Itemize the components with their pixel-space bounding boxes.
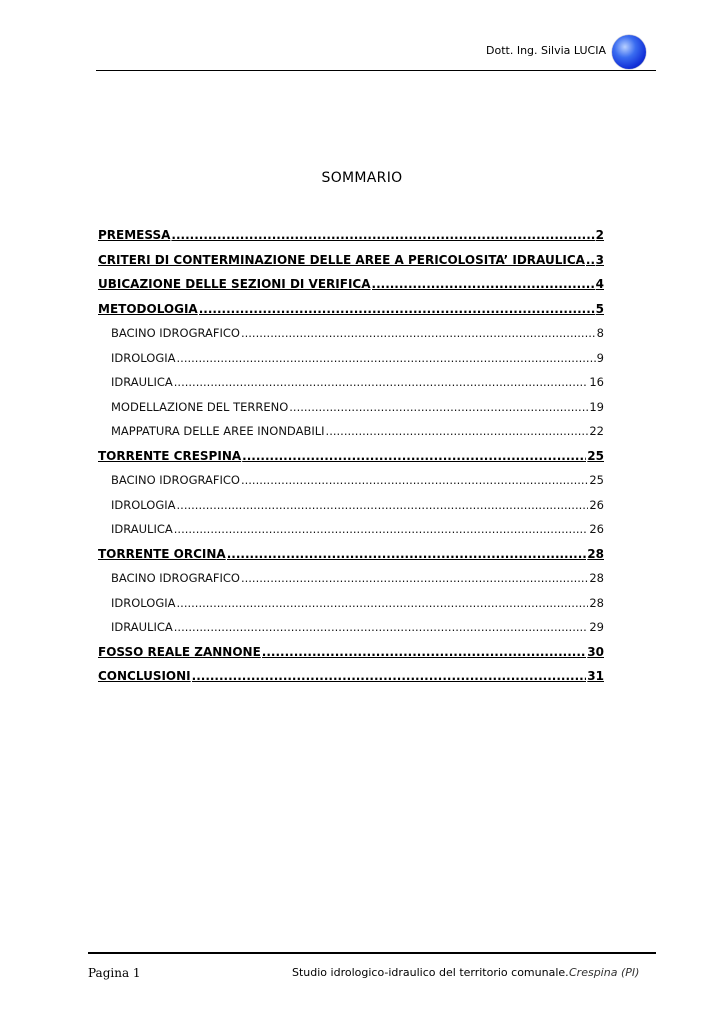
toc-entry-page: 22 <box>589 424 604 438</box>
toc-entry[interactable] <box>98 669 604 694</box>
toc-entry-page: 29 <box>589 620 604 634</box>
toc-dot-leader <box>174 522 589 536</box>
toc-entry[interactable] <box>98 351 604 376</box>
toc-entry-title: METODOLOGIA <box>98 301 198 316</box>
toc-entry-page: 26 <box>589 522 604 536</box>
toc-entry-page: 28 <box>589 571 604 585</box>
toc-dot-leader <box>177 351 596 365</box>
footer-page-number: Pagina 1 <box>88 966 141 980</box>
toc-dot-leader <box>227 547 587 561</box>
toc-entry-title: IDROLOGIA <box>111 497 176 512</box>
toc-entry[interactable] <box>98 424 604 449</box>
toc-entry-page: 4 <box>595 277 604 291</box>
toc-entry[interactable] <box>98 277 604 302</box>
blue-sphere-icon <box>612 35 646 69</box>
toc-entry[interactable] <box>98 645 604 670</box>
toc-entry[interactable] <box>98 449 604 474</box>
toc-entry-page: 30 <box>587 644 604 659</box>
toc-dot-leader <box>262 645 587 659</box>
toc-entry[interactable] <box>98 547 604 572</box>
toc-entry-page: 19 <box>589 399 604 414</box>
toc-entry-title: CRITERI DI CONTERMINAZIONE DELLE AREE A PERICOLOSITA’ IDRAULICA <box>98 252 585 267</box>
toc-entry[interactable] <box>98 375 604 400</box>
toc-entry-title: BACINO IDROGRAFICO <box>111 326 240 340</box>
toc-entry-title: TORRENTE ORCINA <box>98 546 226 561</box>
toc-entry-title: BACINO IDROGRAFICO <box>111 571 240 585</box>
toc-entry-title: MODELLAZIONE DEL TERRENO <box>111 399 289 414</box>
toc-entry-page: 28 <box>587 546 604 561</box>
toc-entry-title: MAPPATURA DELLE AREE INONDABILI <box>111 424 325 438</box>
toc-dot-leader <box>242 449 586 463</box>
toc-entry-title: IDROLOGIA <box>111 595 176 610</box>
footer-divider <box>88 952 656 954</box>
toc-entry[interactable] <box>98 522 604 547</box>
toc-entry-title: IDRAULICA <box>111 620 173 634</box>
toc-dot-leader <box>171 228 594 242</box>
toc-entry-page: 28 <box>589 595 604 610</box>
toc-entry-title: CONCLUSIONI <box>98 669 191 683</box>
toc-dot-leader <box>192 669 587 683</box>
toc-entry[interactable] <box>98 228 604 253</box>
header-author: Dott. Ing. Silvia LUCIA <box>486 44 606 57</box>
toc-dot-leader <box>174 375 589 389</box>
toc-entry-page: 25 <box>587 448 604 463</box>
toc-entry-page: 5 <box>595 301 604 316</box>
toc-entry-page: 8 <box>596 326 604 340</box>
toc-dot-leader <box>586 253 595 267</box>
footer-place: Crespina (PI) <box>569 966 640 979</box>
toc-entry[interactable] <box>98 473 604 498</box>
toc-dot-leader <box>177 596 589 610</box>
toc-entry-title: FOSSO REALE ZANNONE <box>98 644 261 659</box>
toc-entry[interactable] <box>98 571 604 596</box>
toc-entry-page: 31 <box>587 669 604 683</box>
toc-entry-title: IDRAULICA <box>111 522 173 536</box>
toc-entry-page: 26 <box>589 497 604 512</box>
toc-entry-page: 3 <box>595 252 604 267</box>
toc-entry[interactable] <box>98 620 604 645</box>
toc-entry-title: TORRENTE CRESPINA <box>98 448 242 463</box>
toc-entry-title: BACINO IDROGRAFICO <box>111 473 240 487</box>
table-of-contents <box>98 228 604 694</box>
toc-entry-title: UBICAZIONE DELLE SEZIONI DI VERIFICA <box>98 277 371 291</box>
toc-dot-leader <box>241 571 588 585</box>
toc-entry-page: 2 <box>595 228 604 242</box>
toc-dot-leader <box>241 473 588 487</box>
toc-entry-page: 25 <box>589 473 604 487</box>
toc-dot-leader <box>174 620 589 634</box>
toc-dot-leader <box>241 326 596 340</box>
toc-entry-title: IDROLOGIA <box>111 350 176 365</box>
toc-entry[interactable] <box>98 400 604 425</box>
toc-dot-leader <box>326 424 589 438</box>
toc-dot-leader <box>289 400 588 414</box>
toc-title: SOMMARIO <box>321 170 403 186</box>
toc-entry-page: 16 <box>589 375 604 389</box>
toc-entry[interactable] <box>98 498 604 523</box>
toc-entry-title: PREMESSA <box>98 228 171 242</box>
toc-entry-page: 9 <box>596 350 604 365</box>
toc-entry-title: IDRAULICA <box>111 375 173 389</box>
toc-dot-leader <box>372 277 595 291</box>
header-divider <box>96 70 656 71</box>
footer-study-title: Studio idrologico-idraulico del territorio comunale. <box>292 966 569 979</box>
toc-dot-leader <box>177 498 589 512</box>
toc-entry[interactable] <box>98 596 604 621</box>
toc-entry[interactable] <box>98 326 604 351</box>
toc-entry[interactable] <box>98 253 604 278</box>
toc-dot-leader <box>199 302 595 316</box>
toc-entry[interactable] <box>98 302 604 327</box>
